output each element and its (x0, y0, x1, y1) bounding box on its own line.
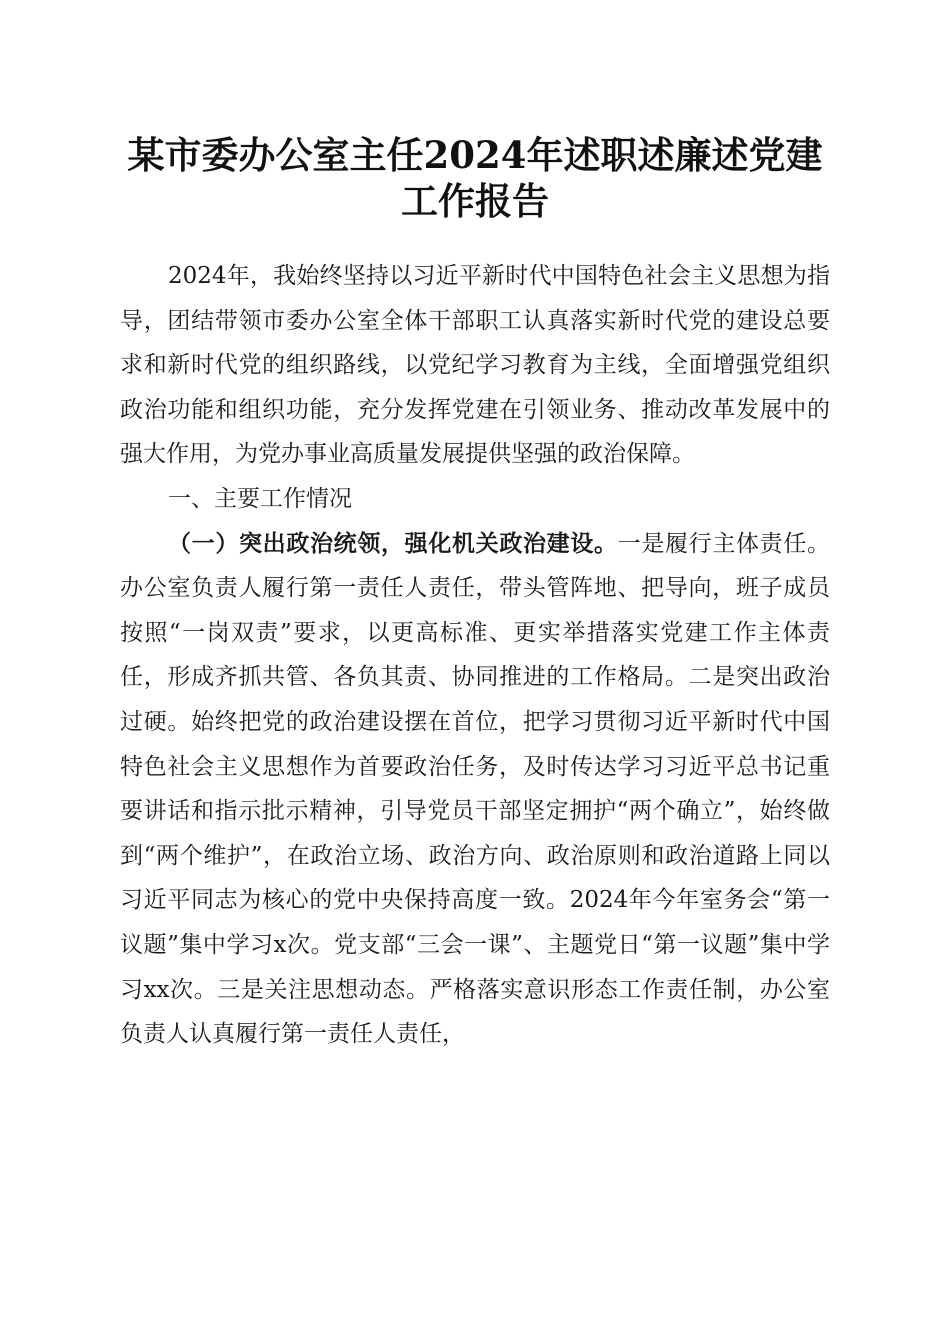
subsection-paragraph (120, 522, 830, 1057)
document-body (120, 254, 830, 1057)
subsection-heading: （一）突出政治统领，强化机关政治建设。 (168, 529, 618, 557)
section-heading: 一、主要工作情况 (168, 485, 352, 512)
intro-paragraph: 2024年，我始终坚持以习近平新时代中国特色社会主义思想为指导，团结带领市委办公室全体干部职工认真落实新时代党的建设总要求和新时代党的组织路线，以党纪学习教育为主线，全面增强党组织政治功能和组织功能，充分发挥党建在引领业务、推动改革发展中的强大作用，为党办事业高质量发展提供坚强的政治保障。 (120, 263, 830, 468)
subsection-body: 一是履行主体责任。办公室负责人履行第一责任人责任，带头管阵地、把导向，班子成员按照“一岗双责”要求，以更高标准、更实举措落实党建工作主体责任，形成齐抓共管、各负其责、协同推进的工作格局。二是突出政治过硬。始终把党的政治建设摆在首位，把学习贯彻习近平新时代中国特色社会主义思想作为首要政治任务，及时传达学习习近平总书记重要讲话和指示批示精神，引导党员干部坚定拥护“两个确立”，始终做到“两个维护”，在政治立场、政治方向、政治原则和政治道路上同以习近平同志为核心的党中央保持高度一致。2024年今年室务会“第一议题”集中学习x次。党支部“三会一课”、主题党日“第一议题”集中学习xx次。三是关注思想动态。严格落实意识形态工作责任制，办公室负责人认真履行第一责任人责任， (120, 530, 831, 1048)
document-title: 某市委办公室主任2024年述职述廉述党建工作报告 (127, 133, 823, 223)
